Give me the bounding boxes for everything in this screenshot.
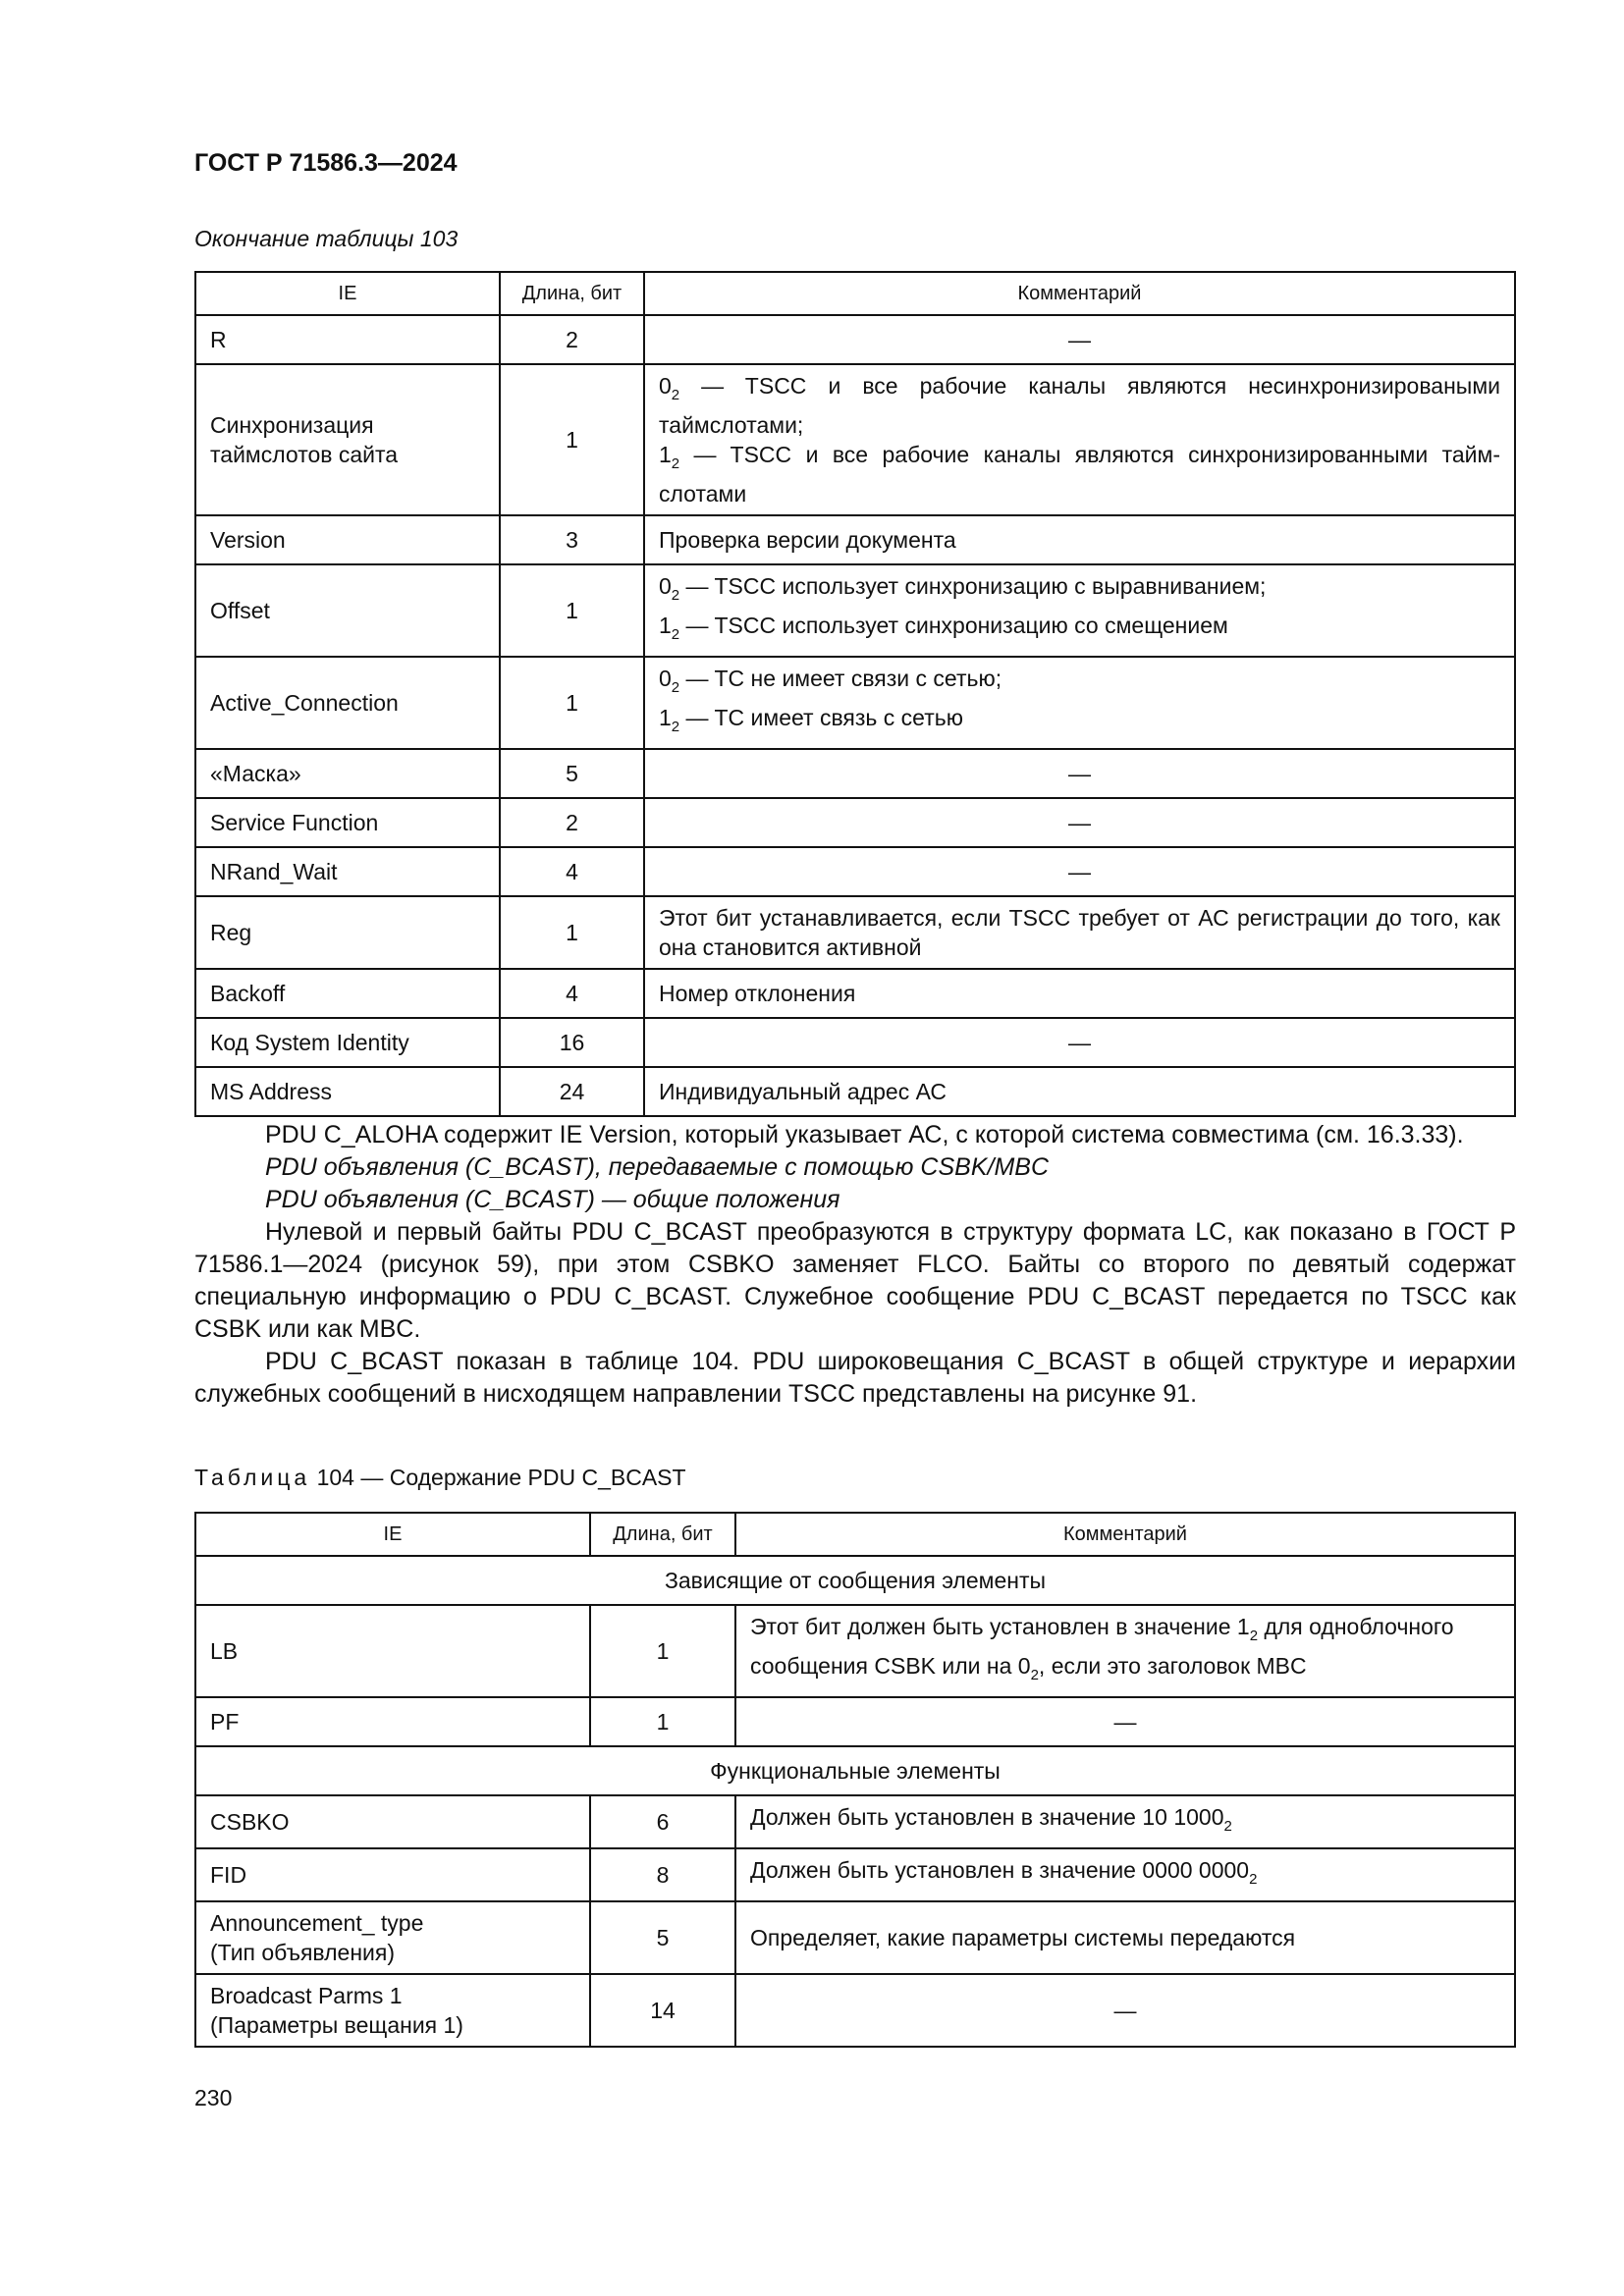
length-cell: 1 [500,657,644,749]
table-header-row [195,1513,1515,1556]
column-header: Комментарий [644,272,1515,315]
table-row [195,1605,1515,1697]
column-header: IE [195,1513,590,1556]
length-cell: 3 [500,515,644,564]
comment-cell: Должен быть установлен в значение 0000 $0000_2$ [735,1848,1515,1901]
column-header: Комментарий [735,1513,1515,1556]
length-cell: 2 [500,798,644,847]
length-cell: 4 [500,847,644,896]
page-number: 230 [194,2085,233,2110]
length-cell: 6 [590,1795,735,1848]
ie-cell: Backoff [195,969,500,1018]
table-row [195,315,1515,364]
ie-cell: FID [195,1848,590,1901]
table-row [195,364,1515,515]
table-row [195,847,1515,896]
ie-cell: LB [195,1605,590,1697]
ie-cell: Version [195,515,500,564]
comment-cell: Этот бит должен быть установлен в значение $1_2$ для одноблочного сообщения CSBK или на $0_2$, если это заголовок MBC [735,1605,1515,1697]
ie-cell: «Маска» [195,749,500,798]
comment-cell: — [644,798,1515,847]
comment-cell: Проверка версии документа [644,515,1515,564]
comment-cell: — [644,1018,1515,1067]
length-cell: 1 [590,1605,735,1697]
table-row [195,1901,1515,1974]
comment-cell: Определяет, какие параметры системы передаются [735,1901,1515,1974]
column-header: Длина, бит [500,272,644,315]
group-header: Зависящие от сообщения элементы [195,1556,1515,1605]
table-header-row [195,272,1515,315]
comment-cell: — [735,1974,1515,2047]
table-row [195,798,1515,847]
length-cell: 1 [500,896,644,969]
length-cell: 24 [500,1067,644,1116]
ie-cell: Код System Identity [195,1018,500,1067]
group-row [195,1746,1515,1795]
ie-cell: Offset [195,564,500,657]
table-row [195,1018,1515,1067]
table-103-caption: Окончание таблицы 103 [194,226,459,251]
ie-cell: Active_Connection [195,657,500,749]
length-cell: 1 [590,1697,735,1746]
comment-cell: Номер отклонения [644,969,1515,1018]
ie-cell: NRand_Wait [195,847,500,896]
table-104-caption: Таблица 104 — Содержание PDU C_BCAST [194,1465,686,1490]
table-row [195,749,1515,798]
length-cell: 1 [500,564,644,657]
table-103 [194,271,1516,1117]
table-row [195,1974,1515,2047]
comment-cell: Индивидуальный адрес АС [644,1067,1515,1116]
document-header: ГОСТ Р 71586.3—2024 [194,149,458,177]
table-row [195,1848,1515,1901]
table-row [195,515,1515,564]
column-header: IE [195,272,500,315]
comment-cell: $0_2$ — TC не имеет связи с сетью; $1_2$ — TC имеет связь с сетью [644,657,1515,749]
comment-cell: — [644,749,1515,798]
comment-cell: $0_2$ — TSCC использует синхронизацию с выравниванием; $1_2$ — TSCC использует синхронизацию со смещением [644,564,1515,657]
paragraph: PDU C_BCAST показан в таблице 104. PDU широковещания C_BCAST в общей структуре и иерархии служебных сообщений в нисходящем направлении TSCC представлены на рисунке 91. [194,1348,1516,1408]
paragraph: Нулевой и первый байты PDU C_BCAST преобразуются в структуру формата LC, как показано в ГОСТ Р 71586.1—2024 (рисунок 59), при этом CSBKO заменяет FLCO. Байты со второго по девятый содержат специальную информацию о PDU C_BCAST. Служебное сообщение PDU C_BCAST передается по TSCC как CSBK или как MBC. [194,1218,1516,1343]
ie-cell: Reg [195,896,500,969]
ie-cell: Broadcast Parms 1 (Параметры вещания 1) [195,1974,590,2047]
length-cell: 4 [500,969,644,1018]
table-row [195,564,1515,657]
comment-cell: Этот бит устанавливается, если TSCC требует от АС регистрации до того, как она становится активной [644,896,1515,969]
comment-cell: Должен быть установлен в значение 10 $1000_2$ [735,1795,1515,1848]
ie-cell: Announcement_ type (Тип объявления) [195,1901,590,1974]
comment-cell: — [735,1697,1515,1746]
length-cell: 8 [590,1848,735,1901]
table-row [195,969,1515,1018]
table-104 [194,1512,1516,2048]
length-cell: 5 [500,749,644,798]
length-cell: 1 [500,364,644,515]
table-row [195,657,1515,749]
table-row [195,1697,1515,1746]
ie-cell: CSBKO [195,1795,590,1848]
length-cell: 5 [590,1901,735,1974]
body-text [194,1119,1516,1411]
ie-cell: R [195,315,500,364]
group-header: Функциональные элементы [195,1746,1515,1795]
column-header: Длина, бит [590,1513,735,1556]
table-row [195,1067,1515,1116]
ie-cell: PF [195,1697,590,1746]
subsection-heading: PDU объявления (C_BCAST) — общие положения [265,1186,840,1213]
ie-cell: Service Function [195,798,500,847]
table-row [195,1795,1515,1848]
group-row [195,1556,1515,1605]
ie-cell: Синхронизация таймслотов сайта [195,364,500,515]
length-cell: 14 [590,1974,735,2047]
table-row [195,896,1515,969]
length-cell: 2 [500,315,644,364]
comment-cell: — [644,315,1515,364]
ie-cell: MS Address [195,1067,500,1116]
section-heading: PDU объявления (C_BCAST), передаваемые с помощью CSBK/MBC [265,1153,1049,1181]
paragraph: PDU C_ALOHA содержит IE Version, который указывает АС, с которой система совместима (см. 16.3.33). [265,1121,1464,1148]
comment-cell: $0_2$ — TSCC и все рабочие каналы являются несинхронизироваными таймслотами; $1_2$ — TSCC и все рабочие каналы являются синхронизированными тайм-слотами [644,364,1515,515]
length-cell: 16 [500,1018,644,1067]
comment-cell: — [644,847,1515,896]
